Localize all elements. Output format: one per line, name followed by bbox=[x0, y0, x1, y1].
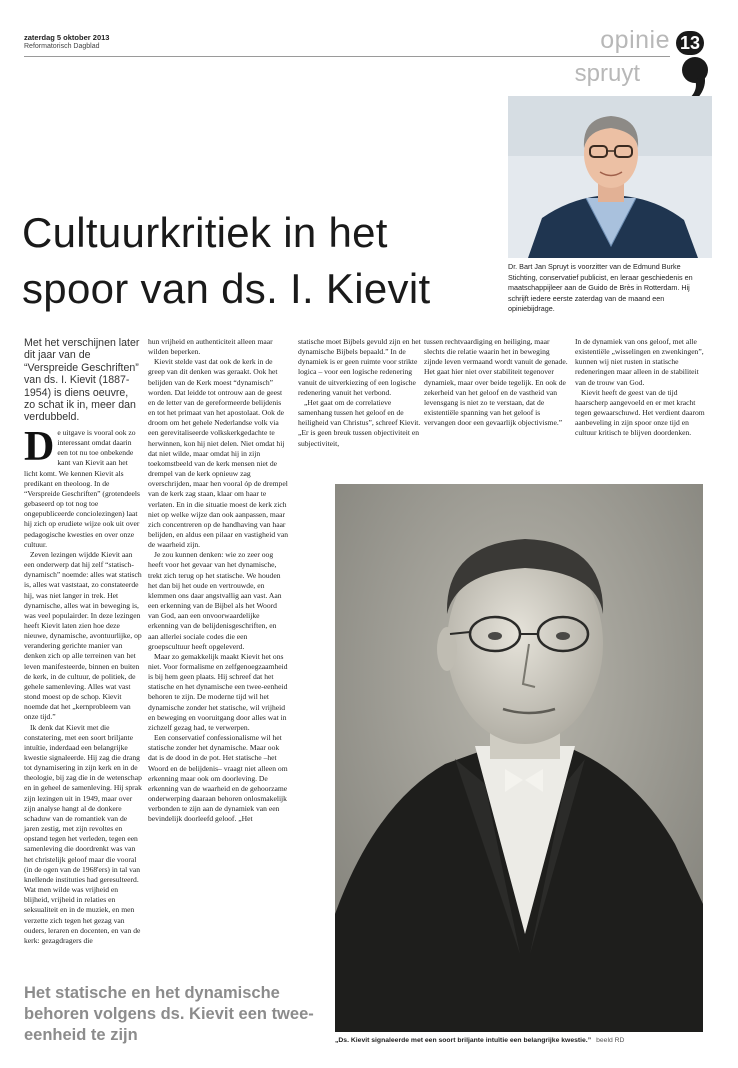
body-column-2 bbox=[148, 337, 288, 825]
paragraph: „Het gaat om de correlatieve samenhang tussen het geloof en de heiligheid van Christus”, schreef Kievit. „Er is geen breuk tussen objectiviteit en subjectiviteit, bbox=[298, 397, 421, 448]
paragraph: statische moet Bijbels gevuld zijn en het dynamische Bijbels bepaald.” In de dynamiek is er geen ruimte voor strikte logica – voor een logische redenering vanuit de uitverkiezing of een logische redenering vanuit het verbond. bbox=[298, 337, 421, 397]
body-column-1 bbox=[24, 424, 142, 946]
article-intro: Met het verschijnen later dit jaar van de “Verspreide Geschriften” van ds. I. Kievit (1887-1954) is diens oeuvre, zo schat ik in, meer dan verdubbeld. bbox=[24, 337, 140, 424]
article-headline bbox=[22, 205, 502, 317]
paragraph: tussen rechtvaardiging en heiliging, maar slechts die relatie waarin het in beweging zijnde leven vermaand wordt vanuit de genade. Het gaat hier niet over stabiliteit tegenover dynamiek, maar over beide tegelijk. En ook de zekerheid van het geloof en de vastheid van levensgang is niet zo te verstaan, dat de existentiële spanning van het geloof is vervangen door een gevaarlijk objectivisme.” bbox=[424, 337, 568, 428]
paragraph: Maar zo gemakkelijk maakt Kievit het ons niet. Voor formalisme en zelfgenoegzaamheid is bij hem geen plaats. Hij schreef dat het statische en het dynamische een twee-eenheid behoren te zijn. De moderne tijd wil het dynamische zonder het statische, wil vrijheid en beweging en vooruitgang door alles wat in zichzelf gezag had, te verwerpen. bbox=[148, 651, 288, 732]
paragraph: Kievit stelde vast dat ook de kerk in de greep van dit denken was geraakt. Ook het belijden van de Kerk moest “dynamisch” worden. Dat leidde tot ontrouw aan de geest en de letter van de gereformeerde belijdenis en tot het primaat van het apostolaat. Ook de droom om het gehele Nederlandse volk via een gerevitaliseerde volkskerkgedachte te herwinnen, kon hij niet delen. Niet omdat hij dat niet wilde, maar omdat hij in zijn toekomstbeeld van de kerk mensen niet de drempel van de kerk opnieuw zag overschrijden, maar hen vooral óp de drempel van de kerk zag staan, klaar om haar te verlaten. En in die situatie moest de kerk zich niet op welke wijze dan ook aanpassen, maar zich concentreren op de handhaving van haar belijden, en aldus een pilaar en vastigheid van de waarheid zijn. bbox=[148, 357, 289, 550]
kievit-portrait-photo bbox=[335, 484, 703, 1032]
header-rule bbox=[24, 56, 670, 57]
caption-text: „Ds. Kievit signaleerde met een soort briljante intuïtie een belangrijke kwestie.” bbox=[335, 1037, 592, 1044]
drop-cap: D bbox=[24, 424, 55, 470]
author-bio: Dr. Bart Jan Spruyt is voorzitter van de Edmund Burke Stichting, conservatief publicist, en leraar geschiedenis en maatschappijleer aan de Guido de Brès in Rotterdam. Hij schrijft iedere eerste zaterdag van de maand een opiniebijdrage. bbox=[508, 262, 693, 314]
paragraph-text: e uitgave is vooral ook zo interessant omdat daarin een tot nu toe onbekende kant van Kievit aan het licht komt. We kennen Kievit als predikant en theoloog. In de “Verspreide Geschriften” (grotendeels gebaseerd op tot nog toe ongepubliceerde conciolezingen) laat hij zich op erudiete wijze ook uit over pedagogische kwesties en over onze cultuur. bbox=[24, 428, 140, 549]
paragraph: In de dynamiek van ons geloof, met alle existentiële „wisselingen en zwenkingen”, kunnen wij niet rusten in statische redeneringen maar alleen in de stabiliteit van de trouw van God. bbox=[575, 337, 704, 387]
paragraph: Je zou kunnen denken: wie zo zeer oog heeft voor het gevaar van het dynamische, trekt zich terug op het statische. We houden het dan bij het oude en vertrouwde, en klemmen ons daar angstvallig aan vast. Aan een erkenning van de Bijbel als het Woord van God, aan een onvoorwaardelijke erkenning van de belijdenisgeschriften, en aan allerlei sociale codes die een groepscultuur heeft opgeleverd. bbox=[148, 550, 282, 651]
issue-date: zaterdag 5 oktober 2013 bbox=[24, 33, 110, 42]
paragraph bbox=[24, 424, 142, 550]
body-column-5 bbox=[575, 337, 709, 439]
photo-credit: beeld RD bbox=[596, 1037, 625, 1044]
author-photo bbox=[508, 96, 712, 258]
headline-line-1: Cultuurkritiek in het bbox=[22, 209, 388, 256]
newspaper-name: Reformatorisch Dagblad bbox=[24, 43, 100, 50]
paragraph: hun vrijheid en authenticiteit alleen maar wilden beperken. bbox=[148, 337, 273, 357]
photo-caption bbox=[335, 1037, 705, 1044]
page-number-badge: 13 bbox=[676, 31, 704, 55]
body-column-4 bbox=[424, 337, 568, 428]
section-label: opinie bbox=[600, 26, 670, 54]
paragraph: Zeven lezingen wijdde Kievit aan een onderwerp dat hij zelf “statisch-dynamisch” noemde: alles wat statisch is, alles wat vaststaat, zo constateerde hij, was niet langer in trek. Het dynamische, alles wat in beweging is, was veel populairder. In deze lezingen heeft Kievit laten zien hoe deze nieuwe, dynamische, avontuurlijke, op verandering gerichte manier van denken zich op alle terreinen van het leven manifesteerde, binnen en buiten de kerk, in de cultuur, de politiek, de gehele samenleving. Alles wat vast stond moest op de schop. Kievit noemde dat het „kernprobleem van onze tijd.” bbox=[24, 549, 142, 722]
paragraph: Ik denk dat Kievit met die constatering, met een soort briljante intuïtie, inderdaad een belangrijke kwestie signaleerde. Hij zag die drang tot dynamisering in zijn kerk en in de theologie, bij zag die in de wetenschap en in geheel de samenleving. Hij sprak zijn lezingen uit in 1949, maar over zijn analyse hangt al de donkere schaduw van de romantiek van de jaren zestig, met zijn revoltes en opstand tegen het verleden, tegen een samenleving die doordrenkt was van het christelijk geloof maar die vooral (in de ogen van de 1968'ers) in tal van knellende instituties had geresulteerd. Wat men wilde was vrijheid en blijheid, vrijheid in relaties en seksualiteit en in de muziek, en men verzette zich tegen het gezag van ouders, leraren en docenten, en van de kerk: gezagdragers die bbox=[24, 722, 142, 945]
column-label: spruyt bbox=[574, 60, 640, 87]
pull-quote: Het statische en het dynamische behoren volgens ds. Kievit een twee-eenheid te zijn bbox=[24, 984, 314, 1044]
headline-line-2: spoor van ds. I. Kievit bbox=[22, 265, 431, 312]
paragraph: Kievit heeft de geest van de tijd haarscherp aangevoeld en er met kracht tegen gewaarschuwd. Het verdient daarom aanbeveling in zijn spoor onze tijd en cultuur kritisch te blijven doordenken. bbox=[575, 387, 705, 438]
paragraph: Een conservatief confessionalisme wil het statische zonder het dynamische. Maar ook dat is de dood in de pot. Het statische –het Woord en de belijdenis– vraagt niet alleen om erkenning maar ook om doorleving. De erkenning van de waarheid en de gehoorzame onderwerping daaraan behoren onlosmakelijk verbonden te zijn aan de dynamiek van een bevindelijk doorleefd geloof. „Het bbox=[148, 733, 288, 824]
body-column-3 bbox=[298, 337, 424, 449]
